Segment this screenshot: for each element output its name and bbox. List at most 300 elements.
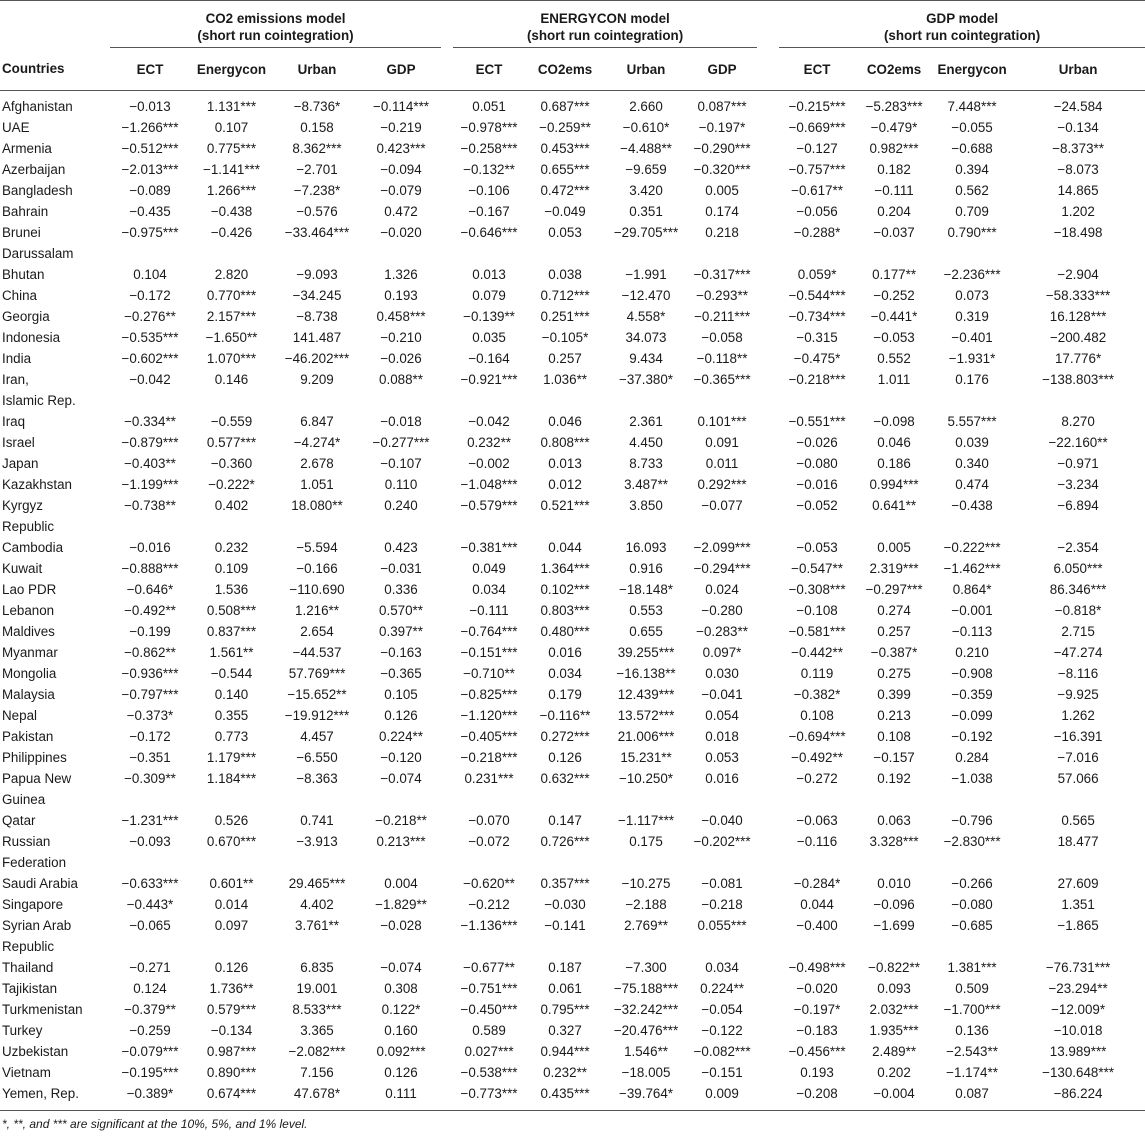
- value-cell: 0.526: [214, 813, 249, 828]
- column-header: GDP: [361, 48, 441, 91]
- value-cell: −44.537: [292, 645, 342, 660]
- value-cell: −3.913: [296, 834, 338, 849]
- value-cell: 0.435***: [540, 1086, 590, 1101]
- value-cell: 0.284: [955, 750, 989, 765]
- country-name: Mongolia: [2, 666, 57, 681]
- value-cell: −0.535***: [121, 330, 179, 345]
- value-cell: 0.013: [472, 267, 506, 282]
- country-name: Vietnam: [2, 1065, 51, 1080]
- value-cell: −10.018: [1053, 1023, 1103, 1038]
- table-body: [0, 91, 1145, 1111]
- value-cell: −12.009*: [1051, 1002, 1106, 1017]
- value-cell: −0.167: [468, 204, 510, 219]
- value-cell: −0.020: [380, 225, 422, 240]
- column-header: Energycon: [190, 48, 273, 91]
- value-cell: −0.381***: [460, 540, 518, 555]
- value-cell: −0.271: [129, 960, 171, 975]
- table-row: [0, 705, 1145, 726]
- value-cell: −0.099: [951, 708, 993, 723]
- value-cell: 0.053: [548, 225, 582, 240]
- value-cell: −0.113: [951, 624, 993, 639]
- value-cell: 1.011: [877, 372, 911, 387]
- value-cell: 1.351: [1061, 897, 1095, 912]
- value-cell: 0.474: [955, 477, 989, 492]
- value-cell: 57.066: [1057, 771, 1099, 786]
- value-cell: 0.018: [705, 729, 739, 744]
- value-cell: 8.362***: [292, 141, 342, 156]
- value-cell: −0.183: [796, 1023, 838, 1038]
- value-cell: −7.300: [625, 960, 667, 975]
- value-cell: 0.175: [629, 834, 663, 849]
- value-cell: −15.652**: [287, 687, 347, 702]
- value-cell: −23.294**: [1048, 981, 1108, 996]
- value-cell: 1.070***: [206, 351, 257, 366]
- value-cell: 0.458***: [376, 309, 426, 324]
- value-cell: 0.472***: [540, 183, 590, 198]
- value-cell: −86.224: [1053, 1086, 1103, 1101]
- value-cell: 21.006***: [617, 729, 675, 744]
- value-cell: −4.488**: [620, 141, 672, 156]
- value-cell: 0.124: [133, 981, 167, 996]
- country-name: Israel: [2, 435, 35, 450]
- column-header: CO2ems: [525, 48, 605, 91]
- value-cell: 4.450: [629, 435, 663, 450]
- country-name: Iraq: [2, 414, 26, 429]
- value-cell: −9.925: [1057, 687, 1099, 702]
- country-cell: [0, 558, 110, 579]
- value-cell: −22.160**: [1048, 435, 1108, 450]
- value-cell: −0.365***: [693, 372, 751, 387]
- value-cell: 0.177**: [872, 267, 917, 282]
- country-name: Japan: [2, 456, 39, 471]
- value-cell: −2.701: [296, 162, 338, 177]
- value-cell: 0.397**: [379, 624, 423, 639]
- country-cell: [0, 1020, 110, 1041]
- value-cell: −0.218***: [460, 750, 518, 765]
- value-cell: 9.434: [629, 351, 663, 366]
- value-cell: −2.354: [1057, 540, 1099, 555]
- value-cell: 0.601**: [209, 876, 254, 891]
- value-cell: 0.565: [1061, 813, 1095, 828]
- value-cell: −0.498***: [788, 960, 846, 975]
- value-cell: 0.987***: [206, 1044, 257, 1059]
- value-cell: −0.379**: [124, 1002, 176, 1017]
- value-cell: 0.232**: [467, 435, 511, 450]
- country-cell: [0, 138, 110, 159]
- value-cell: 0.351: [629, 204, 663, 219]
- value-cell: 86.346***: [1049, 582, 1107, 597]
- table-row: [0, 537, 1145, 558]
- table-row: [0, 138, 1145, 159]
- country-name: Turkmenistan: [2, 1002, 83, 1017]
- country-name: Papua New: [2, 771, 72, 786]
- value-cell: 0.093: [877, 981, 911, 996]
- value-cell: −0.080: [951, 897, 993, 912]
- country-name: Lao PDR: [2, 582, 57, 597]
- value-cell: −0.297***: [865, 582, 923, 597]
- value-cell: −0.053: [873, 330, 915, 345]
- value-cell: 0.357***: [540, 876, 590, 891]
- value-cell: −0.492**: [791, 750, 843, 765]
- value-cell: 0.808***: [540, 435, 590, 450]
- column-header: Urban: [1011, 48, 1145, 91]
- group-subtitle: (short run cointegration): [197, 27, 354, 43]
- value-cell: −0.026: [796, 435, 838, 450]
- table-row: [0, 91, 1145, 118]
- value-cell: −0.063: [796, 813, 838, 828]
- value-cell: −0.072: [468, 834, 510, 849]
- value-cell: 0.005: [877, 540, 911, 555]
- group-title: ENERGYCON model: [540, 10, 670, 26]
- value-cell: 0.038: [548, 267, 582, 282]
- country-name: Bangladesh: [2, 183, 73, 198]
- country-cell: [0, 159, 110, 180]
- country-name: UAE: [2, 120, 30, 135]
- value-cell: −0.825***: [460, 687, 518, 702]
- value-cell: 7.448***: [947, 99, 997, 114]
- value-cell: −0.077: [701, 498, 743, 513]
- value-cell: 1.179***: [206, 750, 257, 765]
- value-cell: 6.835: [300, 960, 334, 975]
- value-cell: 0.775***: [206, 141, 257, 156]
- value-cell: 1.184***: [206, 771, 257, 786]
- value-cell: −8.116: [1057, 666, 1099, 681]
- value-cell: −1.266***: [121, 120, 179, 135]
- value-cell: −0.079***: [121, 1044, 179, 1059]
- table-row: [0, 579, 1145, 600]
- value-cell: −6.550: [296, 750, 338, 765]
- country-cell: [0, 873, 110, 894]
- value-cell: −0.403**: [124, 456, 176, 471]
- value-cell: −0.669***: [788, 120, 846, 135]
- country-name: Qatar: [2, 813, 36, 828]
- value-cell: −0.646*: [126, 582, 174, 597]
- value-cell: 0.308: [384, 981, 418, 996]
- value-cell: 1.736**: [209, 981, 254, 996]
- value-cell: −0.317***: [693, 267, 751, 282]
- table-row: [0, 222, 1145, 264]
- value-cell: 0.174: [705, 204, 739, 219]
- value-cell: 39.255***: [617, 645, 675, 660]
- value-cell: 0.073: [955, 288, 989, 303]
- value-cell: 0.108: [877, 729, 911, 744]
- value-cell: −0.492**: [124, 603, 176, 618]
- table-row: [0, 1041, 1145, 1062]
- value-cell: 0.570**: [379, 603, 423, 618]
- table-row: [0, 726, 1145, 747]
- value-cell: −16.391: [1053, 729, 1103, 744]
- value-cell: −0.020: [796, 981, 838, 996]
- value-cell: 1.216**: [295, 603, 339, 618]
- value-cell: −58.333***: [1045, 288, 1111, 303]
- value-cell: −0.202***: [693, 834, 751, 849]
- value-cell: −0.359: [951, 687, 993, 702]
- value-cell: 0.232**: [543, 1065, 587, 1080]
- table-row: [0, 411, 1145, 432]
- value-cell: −0.544: [210, 666, 253, 681]
- value-cell: 34.073: [625, 330, 667, 345]
- value-cell: 0.193: [384, 288, 418, 303]
- value-cell: 0.109: [214, 561, 249, 576]
- value-cell: 2.660: [629, 99, 663, 114]
- value-cell: 3.850: [629, 498, 663, 513]
- value-cell: −0.581***: [788, 624, 846, 639]
- value-cell: −0.822**: [868, 960, 920, 975]
- country-cell: [0, 1062, 110, 1083]
- country-name: Malaysia: [2, 687, 55, 702]
- value-cell: 8.270: [1061, 414, 1095, 429]
- value-cell: −0.290***: [693, 141, 751, 156]
- value-cell: −0.773***: [460, 1086, 518, 1101]
- value-cell: −0.219: [380, 120, 422, 135]
- value-cell: 0.472: [384, 204, 418, 219]
- value-cell: −2.099***: [693, 540, 751, 555]
- country-cell: [0, 474, 110, 495]
- value-cell: 0.051: [472, 99, 506, 114]
- value-cell: 0.257: [877, 624, 911, 639]
- value-cell: 0.087: [955, 1086, 989, 1101]
- value-cell: 0.034: [548, 666, 582, 681]
- value-cell: 0.224**: [700, 981, 745, 996]
- value-cell: −0.389*: [126, 1086, 174, 1101]
- country-cell: [0, 348, 110, 369]
- value-cell: 0.292***: [697, 477, 747, 492]
- value-cell: −0.294***: [693, 561, 751, 576]
- table-row: [0, 768, 1145, 810]
- value-cell: 2.678: [300, 456, 334, 471]
- country-name: Georgia: [2, 309, 50, 324]
- value-cell: −5.283***: [865, 99, 923, 114]
- value-cell: −1.991: [625, 267, 667, 282]
- country-cell: [0, 894, 110, 915]
- value-cell: −19.912***: [284, 708, 350, 723]
- value-cell: −0.315: [796, 330, 838, 345]
- country-cell: [0, 915, 110, 957]
- value-cell: −0.096: [873, 897, 915, 912]
- value-cell: 9.209: [300, 372, 334, 387]
- value-cell: −0.026: [380, 351, 422, 366]
- value-cell: 17.776*: [1054, 351, 1102, 366]
- value-cell: −0.320***: [693, 162, 751, 177]
- country-cell: [0, 1083, 110, 1111]
- value-cell: 0.140: [214, 687, 249, 702]
- value-cell: −7.016: [1057, 750, 1099, 765]
- country-name: Republic: [2, 939, 55, 954]
- value-cell: 0.179: [548, 687, 582, 702]
- value-cell: 2.319***: [869, 561, 919, 576]
- value-cell: 2.032***: [869, 1002, 919, 1017]
- value-cell: −2.830***: [943, 834, 1001, 849]
- value-cell: 1.561**: [209, 645, 254, 660]
- value-cell: 0.053: [705, 750, 739, 765]
- value-cell: −0.921***: [460, 372, 518, 387]
- country-cell: [0, 726, 110, 747]
- value-cell: −8.738: [296, 309, 338, 324]
- value-cell: −0.401: [951, 330, 993, 345]
- value-cell: 0.577***: [206, 435, 257, 450]
- value-cell: 3.365: [300, 1023, 334, 1038]
- value-cell: 0.726***: [540, 834, 590, 849]
- table-row: [0, 915, 1145, 957]
- value-cell: −138.803***: [1042, 372, 1114, 387]
- value-cell: −0.456***: [788, 1044, 846, 1059]
- value-cell: −0.551***: [788, 414, 846, 429]
- countries-column-header: Countries: [0, 48, 110, 91]
- group-subtitle: (short run cointegration): [526, 27, 684, 43]
- country-cell: [0, 579, 110, 600]
- value-cell: 1.546**: [624, 1044, 668, 1059]
- value-cell: −9.659: [625, 162, 667, 177]
- country-cell: [0, 91, 110, 118]
- value-cell: 0.107: [214, 120, 249, 135]
- value-cell: −0.688: [951, 141, 993, 156]
- value-cell: −0.172: [129, 729, 171, 744]
- value-cell: 18.477: [1057, 834, 1099, 849]
- column-header: CO2ems: [855, 48, 933, 91]
- value-cell: 0.275: [877, 666, 911, 681]
- value-cell: −0.197*: [793, 1002, 841, 1017]
- value-cell: −0.111: [469, 603, 509, 618]
- value-cell: −0.475*: [793, 351, 841, 366]
- value-cell: 27.609: [1057, 876, 1099, 891]
- value-cell: 0.674***: [206, 1086, 257, 1101]
- value-cell: −0.936***: [121, 666, 179, 681]
- table-row: [0, 159, 1145, 180]
- value-cell: 0.982***: [869, 141, 919, 156]
- value-cell: 0.079: [472, 288, 506, 303]
- value-cell: 0.837***: [206, 624, 257, 639]
- country-cell: [0, 663, 110, 684]
- country-name: Azerbaijan: [2, 162, 66, 177]
- value-cell: 0.126: [548, 750, 582, 765]
- value-cell: 0.231***: [464, 771, 514, 786]
- country-cell: [0, 432, 110, 453]
- country-cell: [0, 747, 110, 768]
- value-cell: −0.971: [1057, 456, 1099, 471]
- value-cell: 0.027***: [464, 1044, 514, 1059]
- country-name: Yemen, Rep.: [2, 1086, 79, 1101]
- value-cell: −0.116: [796, 834, 838, 849]
- table-row: [0, 684, 1145, 705]
- value-cell: 1.266***: [206, 183, 257, 198]
- value-cell: 0.655: [629, 624, 663, 639]
- value-cell: −0.309**: [124, 771, 176, 786]
- value-cell: 2.820: [214, 267, 249, 282]
- value-cell: −0.042: [468, 414, 510, 429]
- value-cell: −0.426: [210, 225, 253, 240]
- value-cell: 12.439***: [617, 687, 675, 702]
- value-cell: −0.134: [210, 1023, 253, 1038]
- value-cell: 0.553: [629, 603, 663, 618]
- country-name: Philippines: [2, 750, 67, 765]
- value-cell: −8.736*: [293, 99, 341, 114]
- value-cell: 2.715: [1061, 624, 1095, 639]
- value-cell: −0.016: [129, 540, 171, 555]
- value-cell: −0.004: [873, 1086, 915, 1101]
- value-cell: −75.188***: [613, 981, 679, 996]
- value-cell: −0.211***: [694, 309, 751, 324]
- value-cell: −0.258***: [460, 141, 518, 156]
- value-cell: −0.512***: [121, 141, 179, 156]
- value-cell: −0.001: [951, 603, 993, 618]
- value-cell: 0.712***: [540, 288, 590, 303]
- table-row: [0, 264, 1145, 285]
- value-cell: −0.212: [468, 897, 510, 912]
- value-cell: 0.402: [214, 498, 249, 513]
- value-cell: 0.795***: [540, 1002, 590, 1017]
- value-cell: 6.050***: [1053, 561, 1103, 576]
- footnote: *, **, and *** are significant at the 10%, 5%, and 1% level.: [0, 1111, 1145, 1132]
- value-cell: 18.080**: [291, 498, 343, 513]
- column-header: ECT: [110, 48, 190, 91]
- column-header: Urban: [605, 48, 687, 91]
- value-cell: −0.438: [951, 498, 993, 513]
- value-cell: −0.293**: [696, 288, 748, 303]
- value-cell: 1.036**: [543, 372, 587, 387]
- value-cell: −2.082***: [288, 1044, 346, 1059]
- value-cell: −0.013: [129, 99, 171, 114]
- value-cell: 0.105: [384, 687, 418, 702]
- country-cell: [0, 999, 110, 1020]
- value-cell: −0.215***: [788, 99, 846, 114]
- value-cell: −4.274*: [293, 435, 341, 450]
- value-cell: 0.355: [214, 708, 249, 723]
- value-cell: 0.034: [472, 582, 506, 597]
- table-row: [0, 957, 1145, 978]
- value-cell: −0.151***: [460, 645, 518, 660]
- table-row: [0, 306, 1145, 327]
- value-cell: 0.562: [955, 183, 989, 198]
- value-cell: 15.231**: [620, 750, 672, 765]
- value-cell: −29.705***: [613, 225, 679, 240]
- value-cell: −1.120***: [460, 708, 518, 723]
- value-cell: 14.865: [1057, 183, 1099, 198]
- table-row: [0, 747, 1145, 768]
- value-cell: −0.818*: [1054, 603, 1102, 618]
- value-cell: 0.641**: [872, 498, 917, 513]
- value-cell: −1.700***: [943, 1002, 1001, 1017]
- value-cell: 0.011: [705, 456, 739, 471]
- value-cell: −0.141: [544, 918, 586, 933]
- column-header: Energycon: [933, 48, 1011, 91]
- value-cell: −0.018: [380, 414, 422, 429]
- country-name: Pakistan: [2, 729, 54, 744]
- country-cell: [0, 264, 110, 285]
- value-cell: 0.916: [629, 561, 663, 576]
- country-cell: [0, 411, 110, 432]
- table-row: [0, 117, 1145, 138]
- country-cell: [0, 978, 110, 999]
- value-cell: 0.509: [955, 981, 989, 996]
- value-cell: −0.053: [796, 540, 838, 555]
- value-cell: −9.093: [296, 267, 338, 282]
- value-cell: −0.056: [796, 204, 838, 219]
- value-cell: −0.908: [951, 666, 993, 681]
- value-cell: 0.088**: [379, 372, 423, 387]
- value-cell: −0.365: [380, 666, 422, 681]
- value-cell: −200.482: [1049, 330, 1107, 345]
- table-row: [0, 432, 1145, 453]
- value-cell: 0.010: [877, 876, 911, 891]
- value-cell: 0.213***: [376, 834, 426, 849]
- value-cell: 0.104: [133, 267, 167, 282]
- value-cell: −0.098: [873, 414, 915, 429]
- country-name: Cambodia: [2, 540, 64, 555]
- value-cell: −0.134: [1057, 120, 1099, 135]
- value-cell: 29.465***: [288, 876, 346, 891]
- value-cell: −0.122: [701, 1023, 743, 1038]
- value-cell: 8.533***: [292, 1002, 342, 1017]
